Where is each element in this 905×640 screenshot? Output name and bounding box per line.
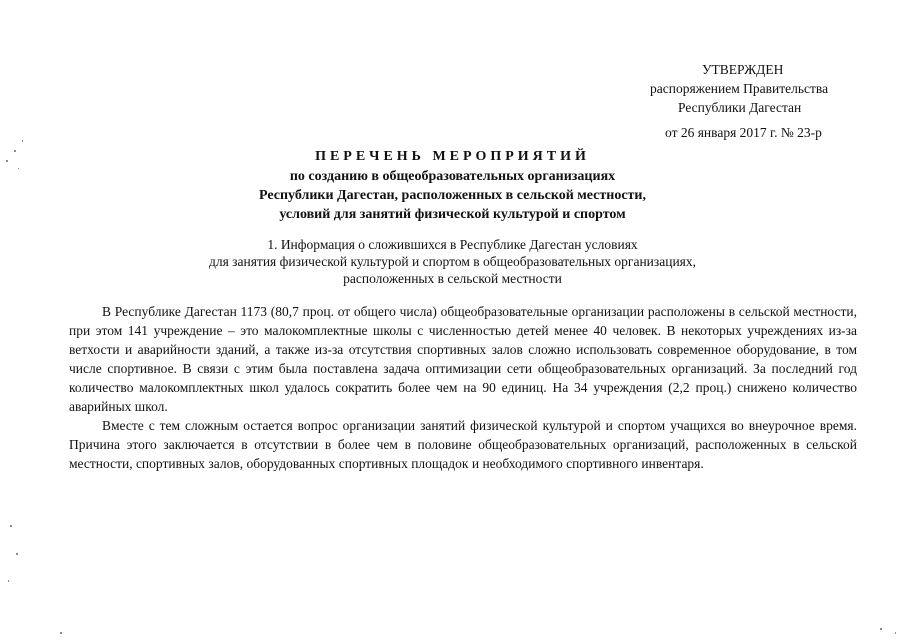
scan-speck: [22, 140, 23, 142]
scan-speck: [18, 168, 19, 169]
approval-authority: распоряжением Правительства: [650, 81, 829, 96]
scan-speck: [8, 580, 9, 582]
title-line: по созданию в общеобразовательных организациях: [289, 169, 616, 184]
scan-speck: [10, 525, 12, 527]
scan-speck: [895, 632, 896, 634]
scan-speck: [14, 150, 16, 152]
paragraph: В Республике Дагестан 1173 (80,7 проц. от общего числа) общеобразовательные организации расположены в сельской местности, при этом 141 учреждение – это малокомплектные школы с численностью детей менее 40 человек. В некоторых учреждениях из-за ветхости и аварийности зданий, а также из-за отсутствия спортивных залов сложно использовать современное оборудование, в том числе спортивное. В связи с этим была поставлена задача оптимизации сети общеобразовательных организаций. За последний год количество малокомплектных школ удалось сократить более чем на 90 единиц. На 34 учреждения (2,2 проц.) снижено количество аварийных школ.: [69, 304, 857, 414]
document-title: [0, 147, 905, 224]
title-line: Республики Дагестан, расположенных в сельской местности,: [258, 188, 647, 203]
section-heading-line: для занятия физической культурой и спортом в общеобразовательных организациях,: [208, 254, 696, 269]
body-text: [69, 302, 857, 473]
scan-speck: [6, 160, 8, 162]
approval-heading: УТВЕРЖДЕН: [702, 62, 784, 77]
title-line: условий для занятий физической культурой и спортом: [279, 207, 626, 222]
paragraph: Вместе с тем сложным остается вопрос организации занятий физической культурой и спортом учащихся во внеурочное время. Причина этого заключается в отсутствии в более чем в половине общеобразовательных организаций, расположенных в сельской местности, спортивных залов, оборудованных спортивных площадок и необходимого спортивного инвентаря.: [69, 418, 857, 471]
section-heading: [0, 236, 905, 287]
approval-stamp: [630, 60, 870, 142]
scan-speck: [880, 628, 882, 630]
approval-region: Республики Дагестан: [678, 100, 802, 115]
approval-date: от 26 января 2017 г. № 23-р: [665, 125, 822, 140]
scan-speck: [60, 632, 62, 634]
scan-speck: [16, 553, 18, 555]
section-heading-line: расположенных в сельской местности: [343, 271, 562, 286]
section-heading-line: 1. Информация о сложившихся в Республике Дагестан условиях: [267, 237, 638, 252]
title-main: ПЕРЕЧЕНЬ МЕРОПРИЯТИЙ: [315, 149, 590, 164]
